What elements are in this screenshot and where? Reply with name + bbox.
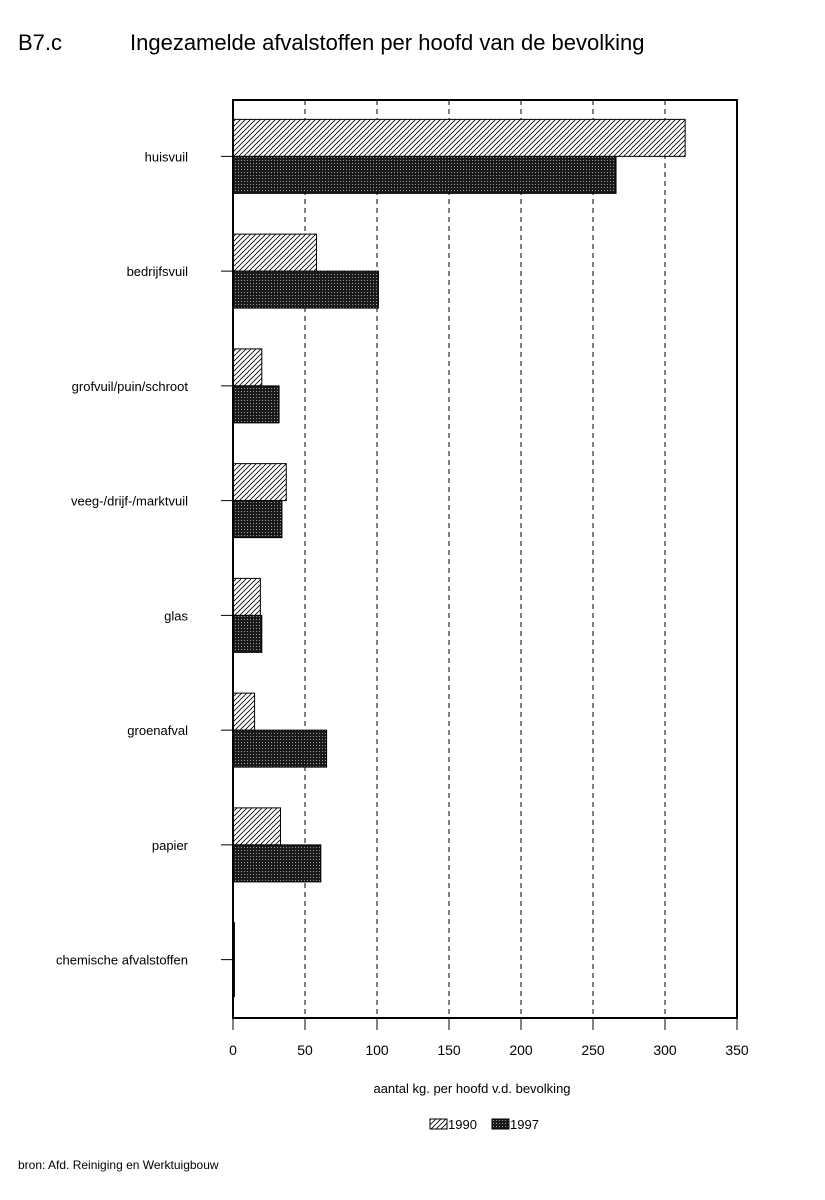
bar-1990 bbox=[233, 349, 262, 386]
x-tick-label: 50 bbox=[297, 1042, 313, 1058]
category-label: chemische afvalstoffen bbox=[56, 952, 188, 968]
source-note: bron: Afd. Reiniging en Werktuigbouw bbox=[18, 1158, 219, 1172]
figure-code: B7.c bbox=[18, 30, 63, 55]
x-tick-label: 300 bbox=[653, 1042, 677, 1058]
bar-1990 bbox=[233, 464, 286, 501]
x-axis-ticks bbox=[229, 1018, 749, 1058]
bar-1997 bbox=[233, 615, 262, 652]
legend bbox=[430, 1117, 539, 1132]
legend-swatch-1990 bbox=[430, 1119, 447, 1129]
bars bbox=[233, 119, 685, 996]
gridlines bbox=[305, 100, 665, 1018]
x-tick-label: 250 bbox=[581, 1042, 605, 1058]
x-axis-label: aantal kg. per hoofd v.d. bevolking bbox=[373, 1081, 571, 1096]
bar-1990 bbox=[233, 234, 317, 271]
category-label: groenafval bbox=[127, 723, 188, 739]
x-tick-label: 150 bbox=[437, 1042, 461, 1058]
legend-label-1990: 1990 bbox=[448, 1117, 477, 1132]
category-labels bbox=[56, 149, 233, 967]
bar-1990 bbox=[233, 808, 281, 845]
x-tick-label: 100 bbox=[365, 1042, 389, 1058]
bar-1990 bbox=[233, 578, 260, 615]
x-tick-label: 350 bbox=[725, 1042, 749, 1058]
bar-1997 bbox=[233, 386, 279, 423]
category-label: grofvuil/puin/schroot bbox=[71, 378, 188, 394]
bar-1997 bbox=[233, 156, 616, 193]
bar-1997 bbox=[233, 730, 327, 767]
bar-1997 bbox=[233, 271, 378, 308]
bar-1990 bbox=[233, 693, 255, 730]
bar-1997 bbox=[233, 501, 282, 538]
legend-swatch-1997 bbox=[492, 1119, 509, 1129]
category-label: huisvuil bbox=[144, 149, 188, 165]
bar-1997 bbox=[233, 845, 321, 882]
legend-label-1997: 1997 bbox=[510, 1117, 539, 1132]
category-label: veeg-/drijf-/marktvuil bbox=[70, 493, 188, 509]
category-label: bedrijfsvuil bbox=[126, 264, 188, 280]
bar-1990 bbox=[233, 119, 685, 156]
chart-title: Ingezamelde afvalstoffen per hoofd van de bevolking bbox=[130, 30, 645, 55]
x-tick-label: 0 bbox=[229, 1042, 237, 1058]
x-tick-label: 200 bbox=[509, 1042, 533, 1058]
category-label: papier bbox=[151, 837, 188, 853]
category-label: glas bbox=[164, 608, 188, 624]
